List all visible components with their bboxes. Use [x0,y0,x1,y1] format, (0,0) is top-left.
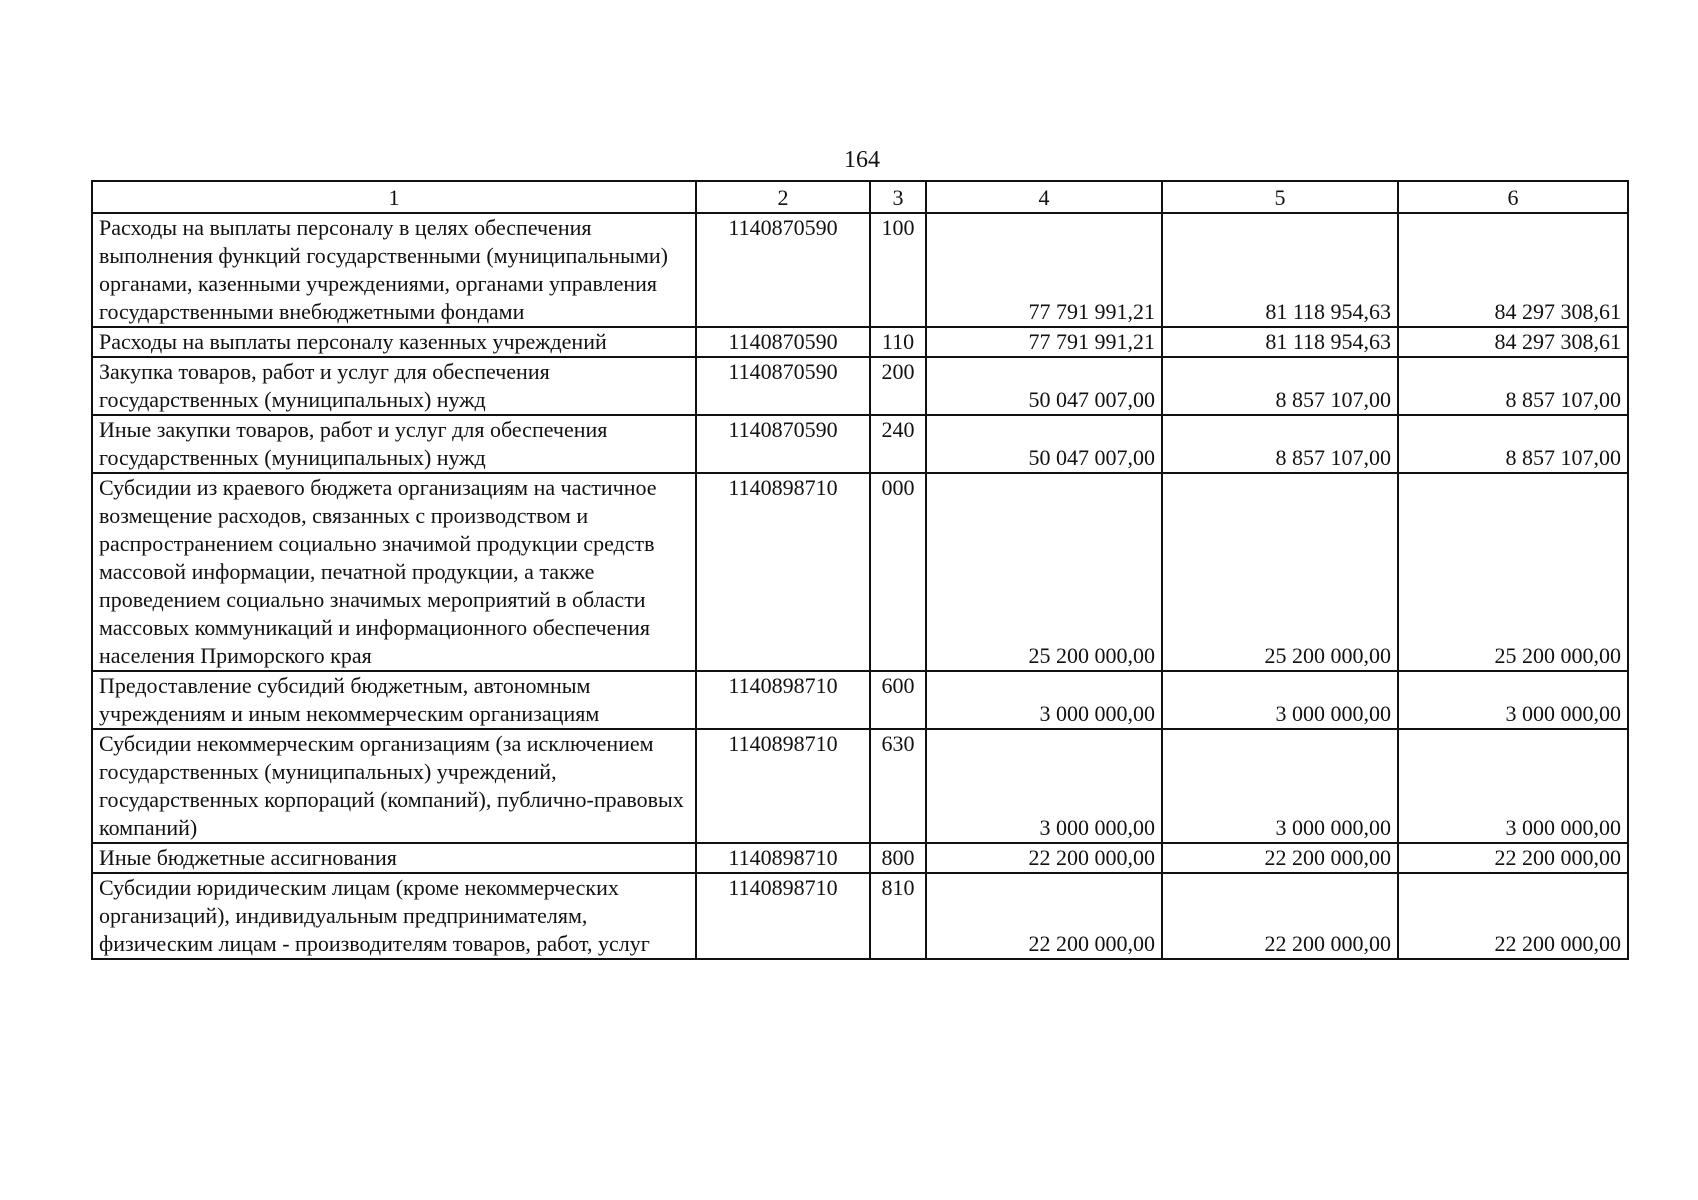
column-header: 6 [1398,181,1628,213]
row-target-code: 1140898710 [696,843,870,873]
row-description: Субсидии некоммерческим организациям (за исключением государственных (муниципальных) учреждений, государственных корпораций (компаний), публично-правовых компаний) [92,729,696,843]
row-amount-col5: 8 857 107,00 [1162,415,1398,473]
row-amount-col4: 77 791 991,21 [926,213,1162,327]
row-description: Предоставление субсидий бюджетным, автономным учреждениям и иным некоммерческим организациям [92,671,696,729]
row-amount-col6: 25 200 000,00 [1398,473,1628,671]
table-row [92,213,1628,327]
row-description: Расходы на выплаты персоналу в целях обеспечения выполнения функций государственными (муниципальными) органами, казенными учреждениями, органами управления государственными внебюджетными фондами [92,213,696,327]
row-target-code: 1140870590 [696,415,870,473]
row-target-code: 1140870590 [696,327,870,357]
table-row [92,357,1628,415]
row-target-code: 1140870590 [696,213,870,327]
row-target-code: 1140898710 [696,671,870,729]
row-description: Закупка товаров, работ и услуг для обеспечения государственных (муниципальных) нужд [92,357,696,415]
column-header: 2 [696,181,870,213]
row-amount-col5: 25 200 000,00 [1162,473,1398,671]
budget-table [91,180,1629,960]
row-amount-col4: 77 791 991,21 [926,327,1162,357]
row-description: Субсидии из краевого бюджета организациям на частичное возмещение расходов, связанных с производством и распространением социально значимой продукции средств массовой информации, печатной продукции, а также проведением социально значимых мероприятий в области массовых коммуникаций и информационного обеспечения населения Приморского края [92,473,696,671]
row-expense-type: 600 [870,671,926,729]
row-description: Иные бюджетные ассигнования [92,843,696,873]
table-row [92,843,1628,873]
row-amount-col6: 22 200 000,00 [1398,873,1628,959]
row-amount-col4: 3 000 000,00 [926,729,1162,843]
row-amount-col4: 50 047 007,00 [926,357,1162,415]
table-row [92,729,1628,843]
row-expense-type: 200 [870,357,926,415]
row-description: Субсидии юридическим лицам (кроме некоммерческих организаций), индивидуальным предпринимателям, физическим лицам - производителям товаров, работ, услуг [92,873,696,959]
row-target-code: 1140898710 [696,729,870,843]
row-amount-col5: 81 118 954,63 [1162,327,1398,357]
row-target-code: 1140870590 [696,357,870,415]
row-target-code: 1140898710 [696,473,870,671]
row-expense-type: 630 [870,729,926,843]
row-expense-type: 100 [870,213,926,327]
row-amount-col4: 3 000 000,00 [926,671,1162,729]
column-header: 5 [1162,181,1398,213]
row-amount-col4: 22 200 000,00 [926,843,1162,873]
row-target-code: 1140898710 [696,873,870,959]
header-row [92,181,1628,213]
row-amount-col5: 8 857 107,00 [1162,357,1398,415]
row-expense-type: 000 [870,473,926,671]
row-expense-type: 800 [870,843,926,873]
row-amount-col5: 3 000 000,00 [1162,729,1398,843]
table-row [92,671,1628,729]
row-expense-type: 110 [870,327,926,357]
row-amount-col5: 81 118 954,63 [1162,213,1398,327]
row-amount-col5: 22 200 000,00 [1162,843,1398,873]
row-amount-col5: 22 200 000,00 [1162,873,1398,959]
row-amount-col6: 8 857 107,00 [1398,357,1628,415]
row-description: Иные закупки товаров, работ и услуг для обеспечения государственных (муниципальных) нужд [92,415,696,473]
row-amount-col4: 25 200 000,00 [926,473,1162,671]
row-description: Расходы на выплаты персоналу казенных учреждений [92,327,696,357]
row-amount-col6: 22 200 000,00 [1398,843,1628,873]
table-row [92,473,1628,671]
row-amount-col6: 3 000 000,00 [1398,729,1628,843]
table-row [92,327,1628,357]
page-number: 164 [844,147,880,173]
row-amount-col6: 84 297 308,61 [1398,327,1628,357]
table-row [92,873,1628,959]
table-row [92,415,1628,473]
row-amount-col4: 22 200 000,00 [926,873,1162,959]
row-amount-col6: 3 000 000,00 [1398,671,1628,729]
row-amount-col4: 50 047 007,00 [926,415,1162,473]
row-expense-type: 810 [870,873,926,959]
row-expense-type: 240 [870,415,926,473]
row-amount-col6: 8 857 107,00 [1398,415,1628,473]
column-header: 3 [870,181,926,213]
column-header: 1 [92,181,696,213]
row-amount-col5: 3 000 000,00 [1162,671,1398,729]
row-amount-col6: 84 297 308,61 [1398,213,1628,327]
column-header: 4 [926,181,1162,213]
